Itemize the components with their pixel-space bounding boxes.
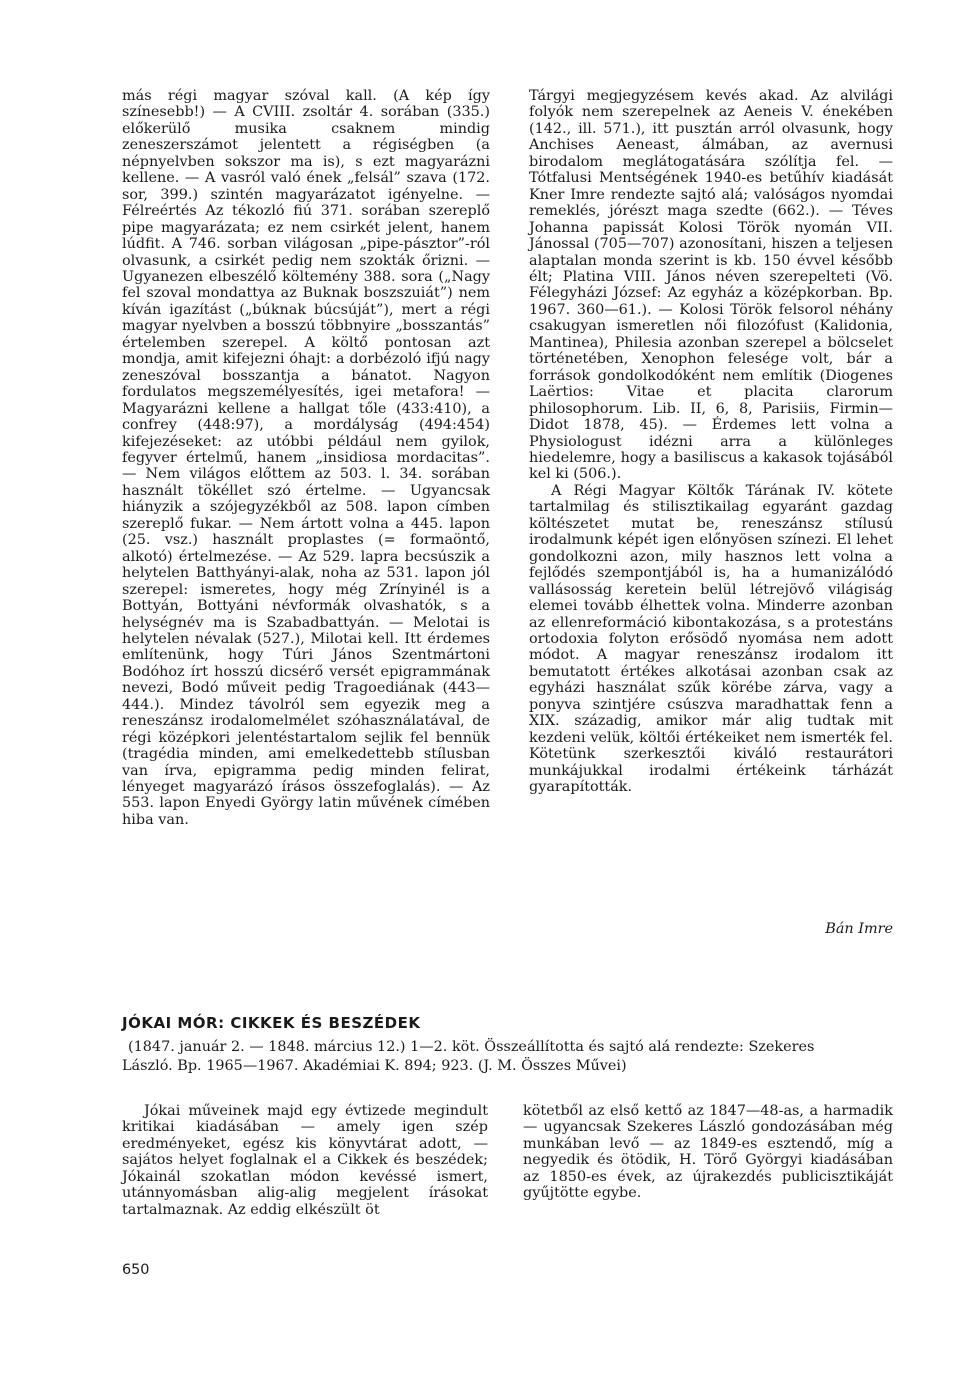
review-right-paragraph-1: Tárgyi megjegyzésem kevés akad. Az alvilági folyók nem szerepelnek az Aeneis V. énekében (142., ill. 571.), itt pusztán arról olvasunk, hogy Anchises Aeneast, álmában, az avernusi birodalom meglátogatására szólítja fel. — Tótfalusi Mentségének 1940-es betűhív kiadását Kner Imre rendezte sajtó alá; valóságos nyomdai remeklés, jórészt maga szedte (662.). — Téves Johanna papissát Kolosi Török nyomán VII. Jánossal (705—707) azonosítani, hiszen a teljesen alaptalan monda szerint is kb. 150 évvel később élt; Platina VIII. János néven szerepelteti (Vö. Félegyházi József: Az egyház a középkorban. Bp. 1967. 360—61.). — Kolosi Török felsorol néhány csakugyan ismeretlen női filozófust (Kalidonia, Mantinea), Philesia azonban szerepel a bölcselet történetében, Xenophon felesége volt, bár a források gondolkodóként nem említik (Diogenes Laërtios: Vitae et placita clarorum philosophorum. Lib. II, 6, 8, Parisiis, Firmin—Didot 1878, 45). — Érdemes lett volna a Physiologust idézni arra a különleges hiedelemre, hogy a basiliscus a kakasok tojásából kel ki (506.). [529, 88, 893, 483]
review-left-column [122, 88, 490, 828]
review-signature: Bán Imre [825, 921, 893, 937]
next-review-right-column [523, 1103, 893, 1202]
next-review-title: JÓKAI MÓR: CIKKEK ÉS BESZÉDEK [122, 1014, 421, 1032]
next-review-left-paragraph: Jókai műveinek majd egy évtizede megindult kritikai kiadásában — amely igen szép eredményeket, egész kis könyvtárat adott, — sajátos helyet foglalnak el a Cikkek és beszédek; Jókainál szokatlan módon kevéssé ismert, utánnyomásban alig-alig megjelent írásokat tartalmaznak. Az eddig elkészült öt [122, 1103, 488, 1218]
next-review-right-paragraph: kötetből az első kettő az 1847—48-as, a harmadik — ugyancsak Szekeres László gondozásában még munkában levő — az 1849-es esztendő, míg a negyedik és ötödik, H. Törő Györgyi kiadásában az 1850-es évek, az újrakezdés publicisztikáját gyűjtötte egybe. [523, 1103, 893, 1202]
review-right-paragraph-2: A Régi Magyar Költők Tárának IV. kötete tartalmilag és stilisztikailag egyaránt gazdag költészetet mutat be, reneszánsz stílusú irodalmunk képét igen előnyösen színezi. El lehet gondolkozni azon, mily hasznos lett volna a fejlődés szempontjából is, ha a humanizálódó vallásosság keretein belül létrejövő világiság elemei tovább élhettek volna. Minderre azonban az ellenreformáció kibontakozása, s a protestáns ortodoxia folyton erősödő nyomása nem adott módot. A magyar reneszánsz irodalom itt bemutatott értékes alkotásai azonban csak az egyházi használat szűk körébe zárva, vagy a ponyva szintjére csúszva maradhattak fenn a XIX. századig, amikor már alig tudtak mit kezdeni velük, költői értékeiket nem ismerték fel. Kötetünk szerkesztői kiváló restaurátori munkájukkal irodalmi értékeink tárházát gyarapították. [529, 482, 893, 796]
review-left-paragraph: más régi magyar szóval kall. (A kép így színesebb!) — A CVIII. zsoltár 4. sorában (335.) előkerülő musika csaknem mindig zeneszerszámot jelentett a régiségben (a népnyelvben sokszor ma is), s ezt magyarázni kellene. — A vasról való ének „felsál” szava (172. sor, 399.) szintén magyarázatot igényelne. — Félreértés Az tékozló fiú 371. sorában szereplő pipe magyarázata; ez nem csirkét jelent, hanem lúdfit. A 746. sorban világosan „pipe-pásztor”-ról olvasunk, a csirkét pedig nem szokták őrizni. — Ugyanezen elbeszélő költemény 388. sora („Nagy fel szoval mondattya az Buknak boszszuiát”) nem kíván igazítást („búknak búcsúját”), mert a régi magyar nyelvben a bosszú többnyire „bosszantás” értelemben szerepel. A költő pontosan azt mondja, amit kifejezni óhajt: a dorbézoló ifjú nagy zeneszóval bosszantja a bánatot. Nagyon fordulatos megszemélyesítés, igei metafora! — Magyarázni kellene a hallgat tőle (433:410), a confrey (448:97), a mordályság (494:454) kifejezéseket: az utóbbi például nem gyilok, fegyver értelmű, hanem „insidiosa mordacitas”. — Nem világos előttem az 503. l. 34. sorában használt tökéllet szó értelme. — Ugyancsak hiányzik a szójegyzékből az 508. lapon címben szereplő fukar. — Nem ártott volna a 445. lapon (25. vsz.) használt proplastes (= formaöntő, alkotó) értelmezése. — Az 529. lapra becsúszik a helytelen Batthyányi-alak, noha az 531. lapon jól szerepel: ismeretes, hogy még Zrínyinél is a Bottyán, Bottyáni névformák olvashatók, s a helységnév ma is Szabadbattyán. — Melotai is helytelen névalak (527.), Milotai kell. Itt érdemes említenünk, hogy Túri János Szentmártoni Bodóhoz írt hosszú dicsérő versét epigrammának nevezi, Bodó műveit pedig Tragoediának (443—444.). Mindez távolról sem egyezik meg a reneszánsz irodalomelmélet szóhasználatával, de régi középkori jelentéstartalom sejlik fel bennük (tragédia minden, ami emelkedettebb stílusban van írva, epigramma pedig minden felirat, lényeget magyarázó írásos összefoglalás). — Az 553. lapon Enyedi György latin művének címében hiba van. [122, 88, 490, 828]
bibliography-line-1: (1847. január 2. — 1848. március 12.) 1—2. köt. Összeállította és sajtó alá rendezte: Szekeres [128, 1039, 815, 1055]
next-review-left-column [122, 1103, 488, 1218]
review-right-column [529, 88, 893, 795]
next-review-bibliography [122, 1038, 893, 1076]
page-number: 650 [122, 1262, 150, 1278]
bibliography-line-2: László. Bp. 1965—1967. Akadémiai K. 894; 923. (J. M. Összes Művei) [122, 1057, 627, 1074]
